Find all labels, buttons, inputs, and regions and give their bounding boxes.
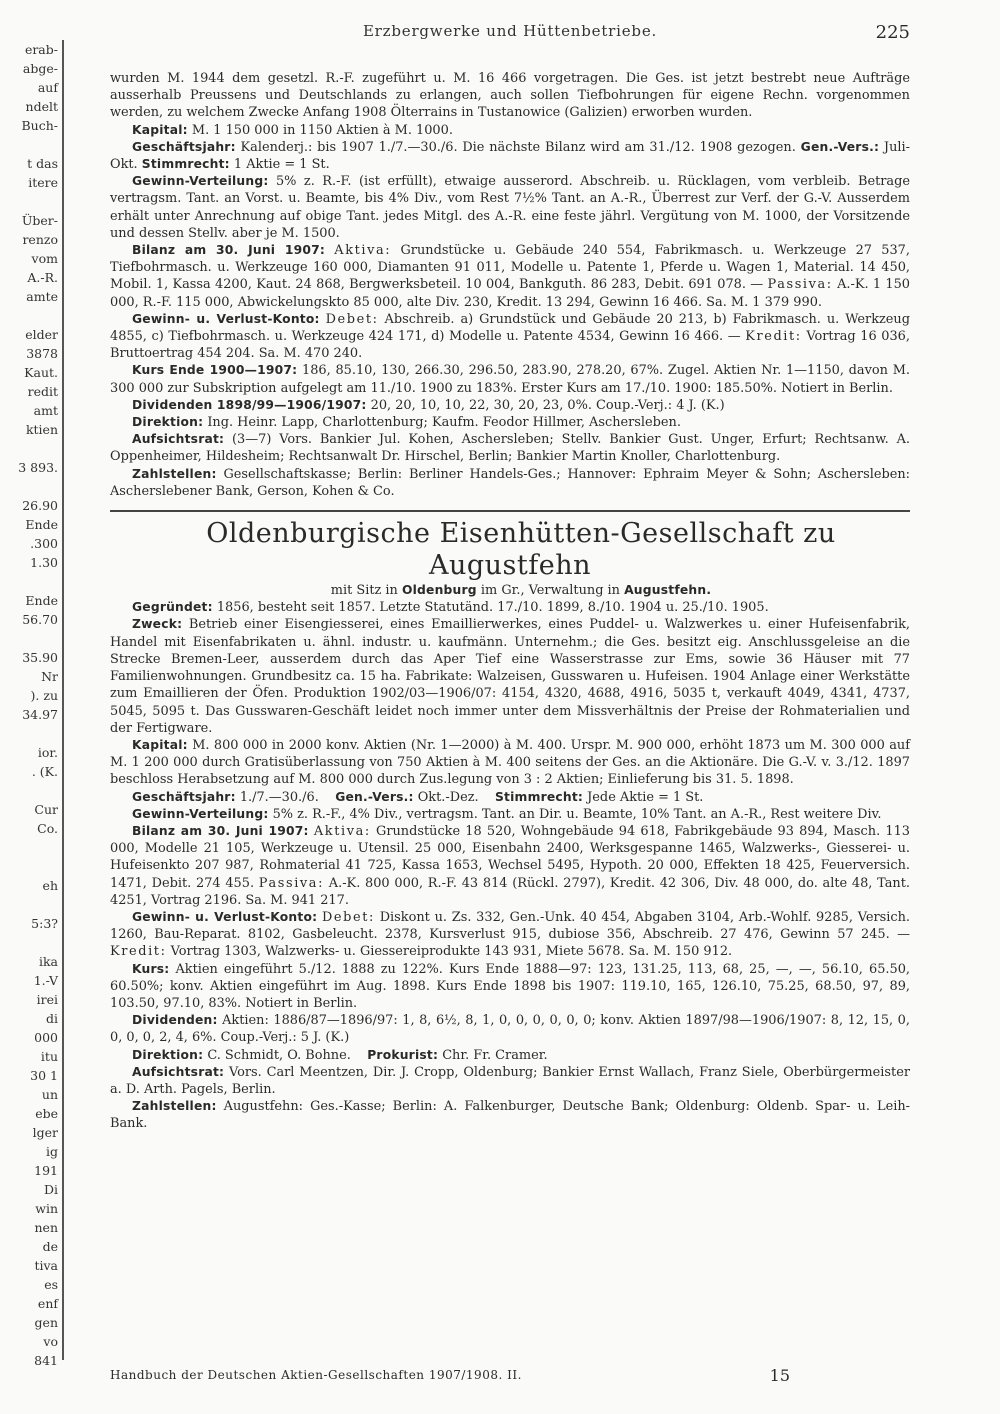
gutter-fragment: ktien (25, 422, 58, 437)
gen-vers-label: Gen.-Vers.: (800, 139, 880, 154)
gutter-fragment: 000 (34, 1030, 58, 1045)
passiva-text: A.-K. 1 150 000, R.-F. 115 000, Abwickelungskto 85 000, alte Div. 230, Kredit. 13 294, Gewinn 16 466. Sa. M. 1 379 990. (110, 277, 910, 310)
gewinn-verteilung-label: Gewinn-Verteilung: (132, 174, 269, 189)
gutter-fragment: . (K. (31, 764, 58, 779)
dividenden-label: Dividenden: (132, 1013, 218, 1028)
bilanz-label: Bilanz am 30. Juni 1907: (132, 823, 309, 838)
gutter-fragment: erab- (24, 42, 58, 57)
entry2-aufsichtsrat (110, 1064, 910, 1098)
gutter-fragment: un (41, 1087, 58, 1102)
kredit-text: Vortrag 16 036, Bruttoertrag 454 204. Sa. M. 470 240. (110, 329, 910, 362)
gutter-fragment: amte (26, 289, 58, 304)
entry1-intro: wurden M. 1944 dem gesetzl. R.-F. zugeführt u. M. 16 466 vorgetragen. Die Ges. ist jetzt bestrebt neue Aufträge ausserhalb Preussens und Deutschlands zu erlangen, auch sollen Tiefbohrungen für eigene Rechn. vorgenommen werden, zu welchem Zwecke Anfang 1908 Ölterrains in Tustanowice (Galizien) erworben wurden. (110, 71, 910, 121)
entry-divider (110, 510, 910, 512)
gutter-fragment (0, 629, 62, 648)
entry2-gegruendet (110, 599, 910, 616)
seat-city: Oldenburg (401, 583, 477, 598)
gutter-fragment: auf (37, 80, 58, 95)
gutter-fragment (0, 439, 62, 458)
company-title: Oldenburgische Eisenhütten-Gesellschaft zu Augustfehn (206, 518, 836, 582)
gutter-fragment (0, 781, 62, 800)
gutter-fragment: itu (40, 1049, 58, 1064)
entry2-zahlstellen (110, 1098, 910, 1132)
zweck-text: Betrieb einer Eisengiesserei, eines Emaillierwerkes, eines Puddel- u. Walzwerkes u. einer Hufeisenfabrik, Handel mit Eisenfabrikaten u. ähnl. industr. u. kaufmänn. Unternehm.; die Ges. besitzt eig. Anschlussgeleise an die Strecke Bremen-Leer, ausserdem durch das Aper Tief eine Wasserstrasse zur Ems, sowie 36 Häuser mit 77 Familienwohnungen. Grundbesitz ca. 15 ha. Fabrikate: Walzeisen, Gusswaren u. Hufeisen. 1904 Anlage einer Werkstätte zum Emaillieren der Öfen. Produktion 1902/03—1906/07: 4154, 4320, 4688, 4916, 5035 t, verkauft 4049, 4341, 4737, 5045, 5095 t. Das Gusswaren-Geschäft leidet noch immer unter dem Missverhältnis der Preise der Rohmaterialien und der Fertigware. (110, 617, 910, 736)
kapital-label: Kapital: (132, 737, 188, 752)
gutter-fragment (0, 933, 62, 952)
direktion-text: Ing. Heinr. Lapp, Charlottenburg; Kaufm. Feodor Hillmer, Aschersleben. (207, 415, 681, 431)
gutter-fragment: 26.90 (22, 498, 58, 513)
geschaeftsjahr-label: Geschäftsjahr: (132, 139, 236, 154)
aktiva-text: Grundstücke 18 520, Wohngebäude 94 618, Fabrikgebäude 93 894, Masch. 113 000, Modelle 21 105, Werkzeuge u. Utensil. 25 000, Eisenbahn 2400, Werksgespanne 1465, Walzwerks-, Giesserei- u. Hufeisenkto 207 987, Rohmaterial 41 725, Kassa 1653, Wechsel 5495, Hypoth. 20 000, Effekten 18 425, Feuerversich. 1471, Debit. 274 455. (110, 823, 910, 891)
gutter-fragment: di (46, 1011, 58, 1026)
gegruendet-text: 1856, besteht seit 1857. Letzte Statutänd. 17./10. 1899, 8./10. 1904 u. 25./10. 1905. (216, 600, 769, 616)
prokurist-text: Chr. Fr. Cramer. (442, 1047, 548, 1063)
direktion-label: Direktion: (132, 1047, 204, 1062)
gutter-fragment (0, 572, 62, 591)
gutter-fragment: 35.90 (22, 650, 58, 665)
entry1-dividenden (110, 397, 910, 414)
kredit-text: Vortrag 1303, Walzwerks- u. Giessereiprodukte 143 931, Miete 5678. Sa. M. 150 912. (170, 944, 733, 960)
kurs-label: Kurs: (132, 961, 170, 976)
entry2-dividenden (110, 1012, 910, 1046)
zahlstellen-text: Gesellschaftskasse; Berlin: Berliner Handels-Ges.; Hannover: Ephraim Meyer & Sohn; Aschersleben: Ascherslebener Bank, Gerson, Kohen & Co. (110, 466, 910, 499)
stimmrecht-label: Stimmrecht: (495, 789, 584, 804)
gewinn-verteilung-label: Gewinn-Verteilung: (132, 806, 269, 821)
running-head (110, 22, 910, 46)
gutter-fragment: Über- (21, 213, 58, 228)
dividenden-text: 20, 20, 10, 10, 22, 30, 20, 23, 0%. Coup.-Verj.: 4 J. (K.) (370, 397, 725, 413)
gutter-fragment: elder (25, 327, 58, 342)
gutter-fragment: ig (46, 1144, 58, 1159)
gutter-fragment (0, 857, 62, 876)
gutter-fragment: lger (32, 1125, 58, 1140)
gen-vers-label: Gen.-Vers.: (335, 789, 414, 804)
kapital-label: Kapital: (132, 122, 188, 137)
stimmrecht-text: 1 Aktie = 1 St. (233, 157, 330, 173)
gutter-fragment: tiva (34, 1258, 58, 1273)
aktiva-word: Aktiva: (313, 823, 371, 839)
dividenden-label: Dividenden 1898/99—1906/1907: (132, 397, 367, 412)
gutter-fragment: Co. (37, 821, 58, 836)
kurs-text: 186, 85.10, 130, 266.30, 296.50, 283.90, 278.20, 67%. Zugel. Aktien Nr. 1—1150, davon M. 300 000 zur Subskription aufgelegt am 11./10. 1900 zu 183%. Erster Kurs am 17./10. 1900: 185.50%. Notiert in Berlin. (110, 363, 910, 396)
entry2-gewinn-verteilung (110, 806, 910, 823)
entry1-kurs (110, 362, 910, 396)
zweck-label: Zweck: (132, 617, 183, 632)
aufsichtsrat-label: Aufsichtsrat: (132, 1064, 225, 1079)
geschaeftsjahr-label: Geschäftsjahr: (132, 789, 236, 804)
entry2-kurs (110, 961, 910, 1013)
gen-vers-text: Juli-Okt. (110, 139, 910, 173)
direktion-label: Direktion: (132, 415, 204, 430)
gutter-fragment: win (35, 1201, 58, 1216)
seat-text-a: mit Sitz in (330, 583, 398, 599)
entry1-direktion (110, 414, 910, 431)
entry2-gewinn-verlust (110, 909, 910, 961)
gutter-fragment: 34.97 (22, 707, 58, 722)
gutter-fragment: A.-R. (27, 270, 58, 285)
gutter-fragment: 1.30 (30, 555, 58, 570)
stimmrecht-label: Stimmrecht: (141, 157, 230, 172)
page-footer (110, 1366, 910, 1385)
gutter-fragment: 3 893. (18, 460, 58, 475)
entry1-bilanz (110, 242, 910, 311)
kurs-label: Kurs Ende 1900—1907: (132, 363, 298, 378)
gen-vers-text: Okt.-Dez. (417, 789, 479, 805)
entry1-gewinn-verlust (110, 311, 910, 363)
zahlstellen-text: Augustfehn: Ges.-Kasse; Berlin: A. Falkenburger, Deutsche Bank; Oldenburg: Oldenb. Spar- u. Leih-Bank. (110, 1099, 910, 1132)
aktiva-word: Aktiva: (334, 243, 392, 259)
dividenden-text: Aktien: 1886/87—1896/97: 1, 8, 6½, 8, 1, 0, 0, 0, 0, 0, 0; konv. Aktien 1897/98—1906/1907: 8, 12, 15, 0, 0, 0, 0, 2, 4, 6%. Coup.-Verj.: 5 J. (K.) (110, 1013, 910, 1046)
adjacent-page-gutter (0, 40, 64, 1368)
running-title: Erzbergwerke und Hüttenbetriebe. (362, 22, 658, 40)
gutter-fragment: Buch- (21, 118, 58, 133)
aktiva-text: Grundstücke u. Gebäude 240 554, Fabrikmasch. u. Werkzeuge 27 537, Tiefbohrmasch. u. Werkzeuge 160 000, Diamanten 91 011, Modelle u. Patente 1, Pferde u. Wagen 1, Material. 14 450, Mobil. 1, Kassa 4200, Kaut. 24 868, Bergwerksbeteil. 10 004, Bankguth. 86 283, Debit. 691 078. — (110, 243, 910, 293)
entry1-gewinn-verteilung (110, 173, 910, 242)
passiva-text: A.-K. 800 000, R.-F. 43 814 (Rückl. 2797), Kredit. 42 306, Div. 48 000, do. alte 48, Tant. 4251, Vortrag 2196. Sa. M. 941 217. (110, 875, 911, 908)
gutter-fragment: abge- (22, 61, 58, 76)
debet-text: Diskont u. Zs. 332, Gen.-Unk. 40 454, Abgaben 3104, Arb.-Wohlf. 9285, Versich. 1260, Bau-Reparat. 8102, Gasbeleucht. 2378, Kursverlust 915, dubiose 356, Abschreib. 27 476, Gewinn 57 245. — (110, 909, 910, 943)
gutter-fragment: enf (37, 1296, 58, 1311)
geschaeftsjahr-text: Kalenderj.: bis 1907 1./7.—30./6. Die nächste Bilanz wird am 31./12. 1908 gezogen. (240, 139, 796, 155)
gutter-fragment (0, 192, 62, 211)
entry2-bilanz (110, 823, 910, 909)
entry2-geschaeftsjahr (110, 789, 910, 806)
geschaeftsjahr-text: 1./7.—30./6. (239, 789, 319, 805)
entry1-aufsichtsrat (110, 431, 910, 465)
gutter-fragment: Ende (25, 593, 58, 608)
gutter-fragment (0, 135, 62, 154)
gutter-fragment (0, 895, 62, 914)
gutter-fragment: eh (42, 878, 58, 893)
gutter-fragment: vo (43, 1334, 58, 1349)
gutter-fragment: es (44, 1277, 58, 1292)
entry2-direktion (110, 1047, 910, 1064)
entry2-kapital (110, 737, 910, 789)
gutter-fragment: 56.70 (22, 612, 58, 627)
gutter-fragment: de (42, 1239, 58, 1254)
zahlstellen-label: Zahlstellen: (132, 466, 217, 481)
gutter-fragment: t das (27, 156, 58, 171)
stimmrecht-text: Jede Aktie = 1 St. (587, 789, 704, 805)
aufsichtsrat-label: Aufsichtsrat: (132, 432, 225, 447)
gewinn-verteilung-text: 5% z. R.-F. (ist erfüllt), etwaige ausserord. Abschreib. u. Rücklagen, vom verbleib. Betrage vertragsm. Tant. an Vorst. u. Beamte, bis 4% Div., vom Rest 7½% Tant. an A.-R., Überrest zur Verf. der G.-V. Ausserdem erhält unter Anrechnung auf obige Tant. jedes Mitgl. des A.-R. eine feste jährl. Vergütung von M. 1000, der Vorsitzende und dessen Stellv. aber je M. 1500. (110, 174, 910, 241)
gutter-fragment: ). zu (30, 688, 58, 703)
kapital-text: M. 800 000 in 2000 konv. Aktien (Nr. 1—2000) à M. 400. Urspr. M. 900 000, erhöht 1873 um M. 300 000 auf M. 1 200 000 durch Gratisüberlassung von 750 Aktien à M. 400 seitens der Ges. an die Aktionäre. Die G.-V. v. 3./12. 1897 beschloss Herabsetzung auf M. 800 000 durch Zus.legung von 3 : 2 Aktien; Einlieferung bis 31. 5. 1898. (110, 737, 910, 788)
gutter-fragment (0, 838, 62, 857)
seat-admin-place: Augustfehn. (624, 583, 712, 598)
gutter-fragment: Kaut. (24, 365, 58, 380)
gutter-fragment: .300 (30, 536, 58, 551)
debet-word: Debet: (321, 909, 375, 925)
gewinn-verteilung-text: 5% z. R.-F., 4% Div., vertragsm. Tant. an Dir. u. Beamte, 10% Tant. an A.-R., Rest weitere Div. (272, 806, 882, 822)
entry1-geschaeftsjahr (110, 139, 910, 173)
gutter-fragment: Cur (34, 802, 58, 817)
gutter-fragment: 30 1 (30, 1068, 58, 1083)
prokurist-label: Prokurist: (367, 1047, 439, 1062)
kapital-text: M. 1 150 000 in 1150 Aktien à M. 1000. (191, 122, 453, 138)
gutter-fragment: redit (27, 384, 58, 399)
footer-signature: 15 (769, 1366, 790, 1385)
gutter-fragment: itere (28, 175, 58, 190)
gutter-fragment: renzo (22, 232, 58, 247)
gutter-fragment: 191 (34, 1163, 58, 1178)
direktion-text: C. Schmidt, O. Bohne. (207, 1047, 351, 1063)
gewinn-verlust-label: Gewinn- u. Verlust-Konto: (132, 311, 320, 326)
gutter-fragment (0, 724, 62, 743)
gutter-fragment (0, 306, 62, 325)
footer-book-title: Handbuch der Deutschen Aktien-Gesellschaften 1907/1908. II. (110, 1368, 522, 1382)
kredit-word: Kredit: (110, 944, 167, 960)
gutter-fragment: vom (31, 251, 58, 266)
gutter-fragment: Di (43, 1182, 58, 1197)
gewinn-verlust-label: Gewinn- u. Verlust-Konto: (132, 909, 318, 924)
entry1-zahlstellen (110, 466, 910, 500)
gutter-fragment: ior. (37, 745, 58, 760)
gutter-fragment: 5:3? (31, 916, 58, 931)
gutter-fragment: ebe (35, 1106, 58, 1121)
kurs-text: Aktien eingeführt 5./12. 1888 zu 122%. Kurs Ende 1888—97: 123, 131.25, 113, 68, 25, —, —, 56.10, 65.50, 60.50%; konv. Aktien eingeführt im Aug. 1898. Kurs Ende 1898 bis 1907: 119.10, 165, 126.10, 75.25, 68.50, 97, 89, 103.50, 97.10, 83%. Notiert in Berlin. (110, 961, 910, 1011)
gutter-fragment: irei (36, 992, 58, 1007)
entry2-zweck (110, 616, 910, 736)
gutter-fragment: gen (34, 1315, 58, 1330)
aufsichtsrat-text: Vors. Carl Meentzen, Dir. J. Cropp, Oldenburg; Bankier Ernst Wallach, Franz Siele, Oberbürgermeister a. D. Arth. Pagels, Berlin. (110, 1064, 910, 1097)
passiva-word: Passiva: (258, 875, 325, 891)
passiva-word: Passiva: (767, 277, 833, 293)
text-column (110, 70, 910, 1133)
page-number: 225 (875, 22, 910, 43)
company-seat (110, 582, 910, 599)
gutter-fragment: 1.-V (33, 973, 58, 988)
aufsichtsrat-text: (3—7) Vors. Bankier Jul. Kohen, Aschersleben; Stellv. Bankier Gust. Unger, Erfurt; Rechtsanw. A. Oppenheimer, Hildesheim; Rechtsanwalt Dr. Hirschel, Berlin; Bankier Martin Knoller, Charlottenburg. (110, 432, 910, 465)
kredit-word: Kredit: (745, 329, 802, 345)
gutter-fragment: amt (33, 403, 58, 418)
gutter-fragment: ndelt (25, 99, 58, 114)
debet-word: Debet: (325, 311, 379, 327)
gutter-fragment: ika (38, 954, 58, 969)
entry1-kapital (110, 122, 910, 139)
gutter-fragment: 3878 (26, 346, 58, 361)
gutter-fragment (0, 477, 62, 496)
gegruendet-label: Gegründet: (132, 600, 213, 615)
gutter-fragment: Ende (25, 517, 58, 532)
debet-text: Abschreib. a) Grundstück und Gebäude 20 213, b) Fabrikmasch. u. Werkzeug 4855, c) Tiefbohrmasch. u. Werkzeuge 424 171, d) Modelle u. Patente 4534, Gewinn 16 466. — (110, 311, 910, 345)
gutter-fragment: nen (34, 1220, 58, 1235)
zahlstellen-label: Zahlstellen: (132, 1099, 217, 1114)
gutter-fragment: 841 (34, 1353, 58, 1368)
seat-text-c: im Gr., Verwaltung in (480, 583, 620, 599)
bilanz-label: Bilanz am 30. Juni 1907: (132, 243, 325, 258)
gutter-fragment: Nr (41, 669, 58, 684)
